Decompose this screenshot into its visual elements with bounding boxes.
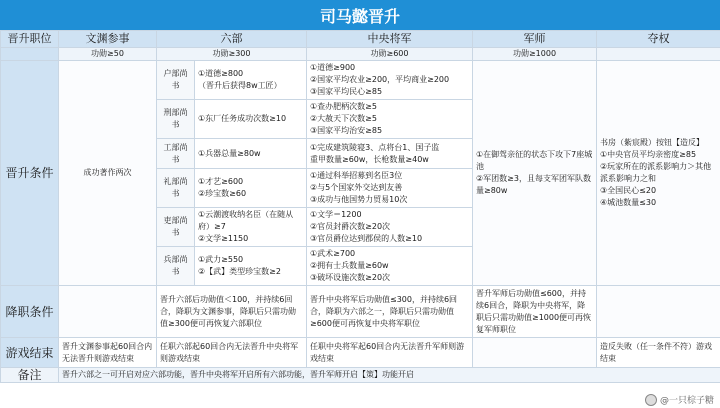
ministry-name: 户部尚书	[157, 61, 195, 100]
ministry-name: 工部尚书	[157, 139, 195, 169]
gameover-row	[1, 338, 720, 368]
demotion-col4: 晋升军师后功勋值≤600，并持续6回合，降职为中央将军，降职后只需功勋值≥1000便可再恢复军师职位	[473, 286, 597, 338]
header-col-strategist: 军师	[473, 31, 597, 48]
watermark-text: @一只棕子糖	[659, 396, 714, 406]
ministry-name: 兵部尚书	[157, 247, 195, 286]
header-rowhead: 晋升职位	[1, 31, 59, 48]
ministry-general-cond: ①文学＝1200 ②官员封爵次数≥20次 ③官员爵位达到郡侯的人数≥10	[307, 208, 473, 247]
ministry-general-cond: ①道德≥900 ②国家平均农业≥200，平均商业≥200 ③国家平均民心≥85	[307, 61, 473, 100]
header-col-wenyuan: 文渊参事	[59, 31, 157, 48]
header-col-liubu: 六部	[157, 31, 307, 48]
merit-col1: 功勋≥50	[59, 48, 157, 61]
demotion-col3: 晋升中央将军后功勋值≤300，并持续6回合，降职为六部之一，降职后只需功勋值≥600便可再恢复中央将军职位	[307, 286, 473, 338]
ministry-liubu-cond: ①道德≥800 （晋升后获得8w工匠）	[195, 61, 307, 100]
watermark	[645, 393, 714, 406]
header-row	[1, 31, 720, 48]
gameover-col1: 晋升文渊参事起60回合内无法晋升则游戏结束	[59, 338, 157, 368]
promotion-col5: 书房（紫宸殿）按钮【造反】 ①中央官员平均亲密度≥85 ②玩家所在的派系影响力＞其他派系影响力之和 ③全国民心≤20 ④城池数量≤30	[597, 61, 720, 286]
remark-row	[1, 368, 720, 383]
page-title: 司马懿晋升	[0, 0, 720, 30]
demotion-col2: 晋升六部后功勋值＜100，并持续6回合，降职为文渊参事，降职后只需功勋值≥300便可再恢复六部职位	[157, 286, 307, 338]
ministry-name: 礼部尚书	[157, 169, 195, 208]
merit-side	[1, 48, 59, 61]
ministry-liubu-cond: ①云潮渡收纳名臣（在随从府）≥7 ②文学≥1150	[195, 208, 307, 247]
ministry-name: 吏部尚书	[157, 208, 195, 247]
demotion-label: 降职条件	[1, 286, 59, 338]
promotion-col1: 成功著作两次	[59, 61, 157, 286]
ministry-liubu-cond: ①才艺≥600 ②珍宝数≥60	[195, 169, 307, 208]
ministry-row	[1, 61, 720, 100]
gameover-label: 游戏结束	[1, 338, 59, 368]
ministry-liubu-cond: ①兵器总量≥80w	[195, 139, 307, 169]
gameover-col5: 造反失败（任一条件不符）游戏结束	[597, 338, 720, 368]
remark-label: 备注	[1, 368, 59, 383]
merit-col5	[597, 48, 720, 61]
ministry-liubu-cond: ①东厂任务成功次数≥10	[195, 100, 307, 139]
merit-row	[1, 48, 720, 61]
remark-text: 晋升六部之一可开启对应六部功能，晋升中央将军开启所有六部功能，晋升军师开启【策】功能开启	[59, 368, 720, 383]
demotion-row	[1, 286, 720, 338]
promotion-table	[0, 30, 720, 383]
gameover-col2: 任职六部起60回合内无法晋升中央将军则游戏结束	[157, 338, 307, 368]
ministry-general-cond: ①完成建筑陵寝3、点将台1、国子监 重甲数量≥60w，长枪数量≥40w	[307, 139, 473, 169]
gameover-col4	[473, 338, 597, 368]
ministry-general-cond: ①查办肥柄次数≥5 ②大赦天下次数≥5 ③国家平均治安≥85	[307, 100, 473, 139]
header-col-general: 中央将军	[307, 31, 473, 48]
demotion-col1	[59, 286, 157, 338]
merit-col4: 功勋≥1000	[473, 48, 597, 61]
watermark-logo-icon	[645, 394, 657, 406]
promotion-label: 晋升条件	[1, 61, 59, 286]
ministry-general-cond: ①武术≥700 ②拥有士兵数量≥60w ③破坏设施次数≥20次	[307, 247, 473, 286]
demotion-col5	[597, 286, 720, 338]
ministry-name: 刑部尚书	[157, 100, 195, 139]
promotion-col4: ①在御驾亲征的状态下攻下7座城池 ②军团数≥3，且每支军团军队数量≥80w	[473, 61, 597, 286]
header-col-usurp: 夺权	[597, 31, 720, 48]
ministry-general-cond: ①通过科举招募到名臣3位 ②与5个国家外交达到友善 ③成功与他国势力贸易10次	[307, 169, 473, 208]
merit-col3: 功勋≥600	[307, 48, 473, 61]
gameover-col3: 任职中央将军起60回合内无法晋升军师则游戏结束	[307, 338, 473, 368]
ministry-liubu-cond: ①武力≥550 ②【武】类型珍宝数≥2	[195, 247, 307, 286]
merit-col2: 功勋≥300	[157, 48, 307, 61]
